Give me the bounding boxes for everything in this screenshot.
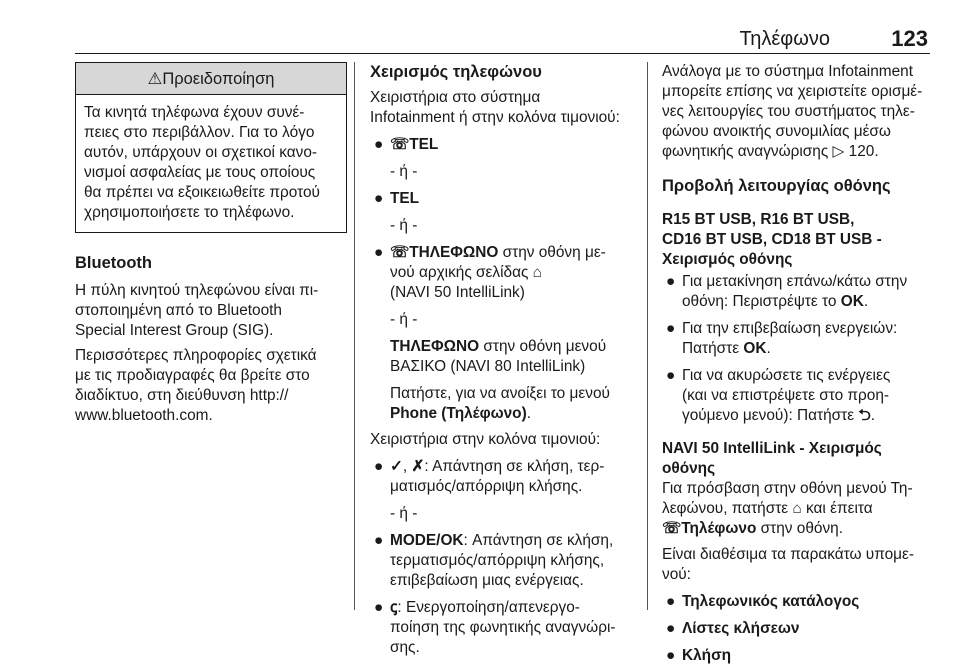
text: . xyxy=(863,293,869,310)
text-line: Είναι διαθέσιμα τα παρακάτω υπομε- xyxy=(662,546,915,563)
text: στην οθόνη. xyxy=(756,520,843,537)
paragraph xyxy=(370,384,640,424)
or-separator: - ή - xyxy=(390,311,418,328)
text-line: νισμοί ασφαλείας με τους οποίους xyxy=(84,164,316,181)
bullet: ● xyxy=(374,244,384,261)
text: γούμενο μενού): Πατήστε xyxy=(682,407,859,424)
section-heading-bluetooth: Bluetooth xyxy=(75,254,152,272)
text-line: με τις προδιαγραφές θα βρείτε στο xyxy=(75,367,310,384)
text-line: NAVI 50 IntelliLink - Χειρισμός xyxy=(662,440,882,457)
section-heading-phone-control: Χειρισμός τηλεφώνου xyxy=(370,63,542,81)
subsection-heading-radio-models xyxy=(662,210,932,270)
page-number: 123 xyxy=(891,26,928,51)
bullet: ● xyxy=(666,593,676,610)
text: νού αρχικής σελίδας xyxy=(390,264,533,281)
column-separator xyxy=(647,62,648,610)
text: : Ενεργοποίηση/απενεργο- xyxy=(397,599,580,616)
end-call-icon: ✗ xyxy=(411,458,425,475)
home-icon: ⌂ xyxy=(532,264,542,281)
column-right xyxy=(662,62,932,666)
text: στην οθόνη μενού xyxy=(479,338,607,355)
paragraph xyxy=(662,479,932,539)
bluetooth-paragraph-1 xyxy=(75,281,347,341)
control-label: OK xyxy=(743,340,767,357)
list-item xyxy=(370,135,640,155)
list-item xyxy=(662,592,932,612)
text-line: χρησιμοποιήσετε το τηλέφωνο. xyxy=(84,204,295,221)
back-icon: ⮌ xyxy=(858,407,871,424)
list-item xyxy=(370,189,640,209)
warning-box xyxy=(75,62,347,233)
text: Πατήστε xyxy=(682,340,744,357)
text-line: στοποιημένη από το Bluetooth xyxy=(75,302,282,319)
text: Για την επιβεβαίωση ενεργειών: xyxy=(682,320,898,337)
intro-paragraph xyxy=(370,88,640,128)
text-line: φώνου ανοικτής συνομιλίας μέσω xyxy=(662,123,891,140)
text: Πατήστε, για να ανοίξει το μενού xyxy=(390,385,610,402)
text: Για μετακίνηση επάνω/κάτω στην xyxy=(682,273,908,290)
bullet: ● xyxy=(666,647,676,664)
subsection-heading-navi50 xyxy=(662,439,932,479)
list-item xyxy=(662,619,932,639)
or-separator: - ή - xyxy=(390,163,418,180)
list-item xyxy=(662,646,932,666)
paragraph xyxy=(370,337,640,377)
bullet: ● xyxy=(666,320,676,337)
page-header xyxy=(75,22,930,54)
bullet: ● xyxy=(374,532,384,549)
home-icon: ⌂ xyxy=(792,500,802,517)
text-line: R15 BT USB, R16 BT USB, xyxy=(662,211,855,228)
control-label: ΤΗΛΕΦΩΝΟ xyxy=(390,338,480,355)
list-item xyxy=(370,457,640,497)
text-line: νες λειτουργίες του συστήματος τηλε- xyxy=(662,103,915,120)
text: ΒΑΣΙΚΟ (NAVI 80 IntelliLink) xyxy=(390,358,586,375)
bluetooth-paragraph-2 xyxy=(75,346,347,426)
bullet: ● xyxy=(374,599,384,616)
control-label: ΤΗΛΕΦΩΝΟ xyxy=(409,244,499,261)
voice-recognition-icon: ꞔ xyxy=(390,599,398,616)
intro-paragraph: Χειριστήρια στην κολόνα τιμονιού: xyxy=(370,431,601,448)
text: : Απάντηση σε κλήση, τερ- xyxy=(424,458,605,475)
control-label: Phone (Τηλέφωνο) xyxy=(390,405,527,422)
text: Για πρόσβαση στην οθόνη μενού Τη- xyxy=(662,480,913,497)
text-line: νού: xyxy=(662,566,691,583)
or-separator: - ή - xyxy=(390,505,418,522)
section-heading-display: Προβολή λειτουργίας οθόνης xyxy=(662,177,891,195)
menu-entry: Κλήση xyxy=(682,647,732,664)
text-line: Χειρισμός οθόνης xyxy=(662,251,793,268)
text: και έπειτα xyxy=(801,500,873,517)
text: . xyxy=(870,407,875,424)
text-line: Χειριστήρια στο σύστημα xyxy=(370,89,541,106)
text-line: www.bluetooth.com. xyxy=(75,407,213,424)
text: τερματισμός/απόρριψη κλήσης, xyxy=(390,552,605,569)
control-label: TEL xyxy=(409,136,439,153)
warning-heading xyxy=(76,63,346,95)
text: (και να επιστρέψετε στο προη- xyxy=(682,387,890,404)
list-item xyxy=(662,319,932,359)
text: επιβεβαίωση μιας ενέργειας. xyxy=(390,572,584,589)
text-line: Infotainment ή στην κολόνα τιμονιού: xyxy=(370,109,620,126)
text-line: Περισσότερες πληροφορίες σχετικά xyxy=(75,347,317,364)
warning-text xyxy=(76,95,346,232)
list-item xyxy=(662,272,932,312)
list-item xyxy=(370,598,640,658)
text: σης. xyxy=(390,639,420,656)
control-label: OK xyxy=(840,293,864,310)
text: φωνητικής αναγνώρισης xyxy=(662,143,833,160)
text-line: Special Interest Group (SIG). xyxy=(75,322,274,339)
text-line: αυτόν, υπάρχουν οι σχετικοί κανο- xyxy=(84,144,318,161)
list-item xyxy=(370,243,640,303)
phone-icon: ☏ xyxy=(390,136,410,153)
column-separator xyxy=(354,62,355,610)
answer-call-icon: ✓ xyxy=(390,458,403,475)
list-item xyxy=(370,531,640,591)
bullet: ● xyxy=(666,620,676,637)
text: Για να ακυρώσετε τις ενέργειες xyxy=(682,367,891,384)
text-line: μπορείτε επίσης να χειριστείτε ορισμέ- xyxy=(662,83,923,100)
header-title: Τηλέφωνο xyxy=(739,28,830,50)
text: . xyxy=(526,405,531,422)
text-line: οθόνης xyxy=(662,460,716,477)
bullet: ● xyxy=(374,458,384,475)
or-separator: - ή - xyxy=(390,217,418,234)
menu-entry: Τηλεφωνικός κατάλογος xyxy=(682,593,860,610)
page-reference-icon: ▷ xyxy=(832,143,845,160)
text-line: Ανάλογα με το σύστημα Infotainment xyxy=(662,63,913,80)
column-middle xyxy=(370,62,640,658)
page-reference: 120. xyxy=(844,143,879,160)
control-label: TEL xyxy=(390,190,420,207)
text: (NAVI 50 IntelliLink) xyxy=(390,284,525,301)
header-rule xyxy=(75,53,930,54)
text: . xyxy=(766,340,771,357)
text: οθόνη: Περιστρέψτε το xyxy=(682,293,841,310)
paragraph xyxy=(662,545,932,585)
text-line: πειες στο περιβάλλον. Για το λόγο xyxy=(84,124,315,141)
intro-paragraph xyxy=(662,62,932,162)
text-line: διαδίκτυο, στη διεύθυνση http:// xyxy=(75,387,289,404)
text-line: Η πύλη κινητού τηλεφώνου είναι πι- xyxy=(75,282,319,299)
text: ματισμός/απόρριψη κλήσης. xyxy=(390,478,583,495)
text-line: θα πρέπει να εξοικειωθείτε προτού xyxy=(84,184,320,201)
phone-icon: ☏ xyxy=(662,520,682,537)
control-label: Τηλέφωνο xyxy=(681,520,757,537)
warning-title: Προειδοποίηση xyxy=(162,70,275,88)
bullet: ● xyxy=(374,190,384,207)
list-item xyxy=(662,366,932,426)
text: λεφώνου, πατήστε xyxy=(662,500,793,517)
text-line: Τα κινητά τηλέφωνα έχουν συνέ- xyxy=(84,104,305,121)
bullet: ● xyxy=(666,273,676,290)
warning-icon: ⚠ xyxy=(147,70,163,88)
control-label: MODE/OK xyxy=(390,532,464,549)
bullet: ● xyxy=(374,136,384,153)
text-line: CD16 BT USB, CD18 BT USB - xyxy=(662,231,882,248)
text: , xyxy=(402,458,412,475)
column-left xyxy=(75,62,347,426)
menu-entry: Λίστες κλήσεων xyxy=(682,620,800,637)
phone-icon: ☏ xyxy=(390,244,410,261)
text: : Απάντηση σε κλήση, xyxy=(463,532,614,549)
text: ποίηση της φωνητικής αναγνώρι- xyxy=(390,619,616,636)
text: στην οθόνη με- xyxy=(498,244,606,261)
bullet: ● xyxy=(666,367,676,384)
